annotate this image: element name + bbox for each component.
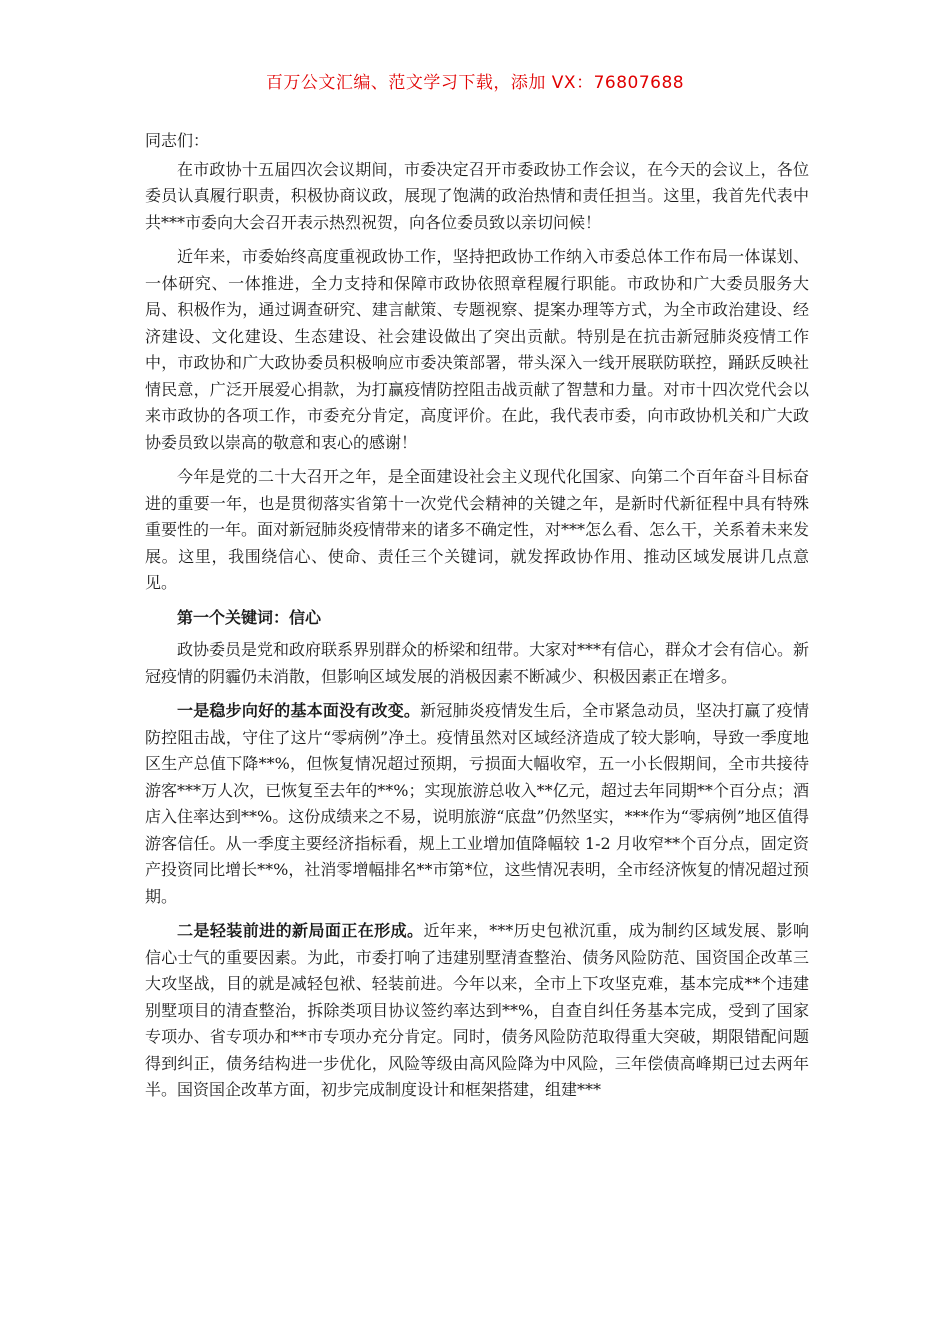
paragraph-2: 近年来，市委始终高度重视政协工作，坚持把政协工作纳入市委总体工作布局一体谋划、一体研究、一体推进，全力支持和保障市政协依照章程履行职能。市政协和广大委员服务大局、积极作为，通过调查研究、建言献策、专题视察、提案办理等方式，为全市政治建设、经济建设、文化建设、生态建设、社会建设做出了突出贡献。特别是在抗击新冠肺炎疫情工作中，市政协和广大政协委员积极响应市委决策部署，带头深入一线开展联防联控，踊跃反映社情民意，广泛开展爱心捐款，为打赢疫情防控阻击战贡献了智慧和力量。对市十四次党代会以来市政协的各项工作，市委充分肯定，高度评价。在此，我代表市委，向市政协机关和广大政协委员致以崇高的敬意和衷心的感谢！ [145, 247, 809, 452]
header-banner: 百万公文汇编、范文学习下载，添加 VX：76807688 [265, 73, 685, 93]
paragraph-5-lead: 一是稳步向好的基本面没有改变。 [177, 701, 421, 720]
document-body [145, 128, 809, 1112]
paragraph-6-body: 近年来，***历史包袱沉重，成为制约区域发展、影响信心士气的重要因素。为此，市委打响了违建别墅清查整治、债务风险防范、国资国企改革三大攻坚战，目的就是减轻包袱、轻装前进。今年以来，全市上下攻坚克难，基本完成**个违建别墅项目的清查整治，拆除类项目协议签约率达到**%，自查自纠任务基本完成，受到了国家专项办、省专项办和**市专项办充分肯定。同时，债务风险防范取得重大突破，期限错配问题得到纠正，债务结构进一步优化，风险等级由高风险降为中风险，三年偿债高峰期已过去两年半。国资国企改革方面，初步完成制度设计和框架搭建，组建*** [145, 921, 809, 1099]
paragraph-6-lead: 二是轻装前进的新局面正在形成。 [177, 921, 424, 940]
salutation: 同志们： [145, 131, 210, 150]
paragraph-5-body: 新冠肺炎疫情发生后，全市紧急动员，坚决打赢了疫情防控阻击战，守住了这片“零病例”净土。疫情虽然对区域经济造成了较大影响，导致一季度地区生产总值下降**%，但恢复情况超过预期，亏损面大幅收窄，五一小长假期间，全市共接待游客***万人次，已恢复至去年的**%；实现旅游总收入**亿元，超过去年同期**个百分点；酒店入住率达到**%。这份成绩来之不易，说明旅游“底盘”仍然坚实，***作为“零病例”地区值得游客信任。从一季度主要经济指标看，规上工业增加值降幅较 1-2 月收窄**个百分点，固定资产投资同比增长**%，社消零增幅排名**市第*位，这些情况表明，全市经济恢复的情况超过预期。 [145, 701, 809, 906]
paragraph-3: 今年是党的二十大召开之年，是全面建设社会主义现代化国家、向第二个百年奋斗目标奋进的重要一年，也是贯彻落实省第十一次党代会精神的关键之年，是新时代新征程中具有特殊重要性的一年。面对新冠肺炎疫情带来的诸多不确定性，对***怎么看、怎么干，关系着未来发展。这里，我围绕信心、使命、责任三个关键词，就发挥政协作用、推动区域发展讲几点意见。 [145, 467, 810, 592]
section-heading-confidence: 第一个关键词：信心 [177, 607, 322, 627]
paragraph-4: 政协委员是党和政府联系界别群众的桥梁和纽带。大家对***有信心，群众才会有信心。新冠疫情的阴霾仍未消散，但影响区域发展的消极因素不断减少、积极因素正在增多。 [145, 640, 810, 686]
paragraph-6 [145, 918, 809, 1104]
paragraph-5 [145, 698, 809, 910]
paragraph-1: 在市政协十五届四次会议期间，市委决定召开市委政协工作会议，在今天的会议上，各位委员认真履行职责，积极协商议政，展现了饱满的政治热情和责任担当。这里，我首先代表中共***市委向大会召开表示热烈祝贺，向各位委员致以亲切问候！ [145, 159, 809, 232]
